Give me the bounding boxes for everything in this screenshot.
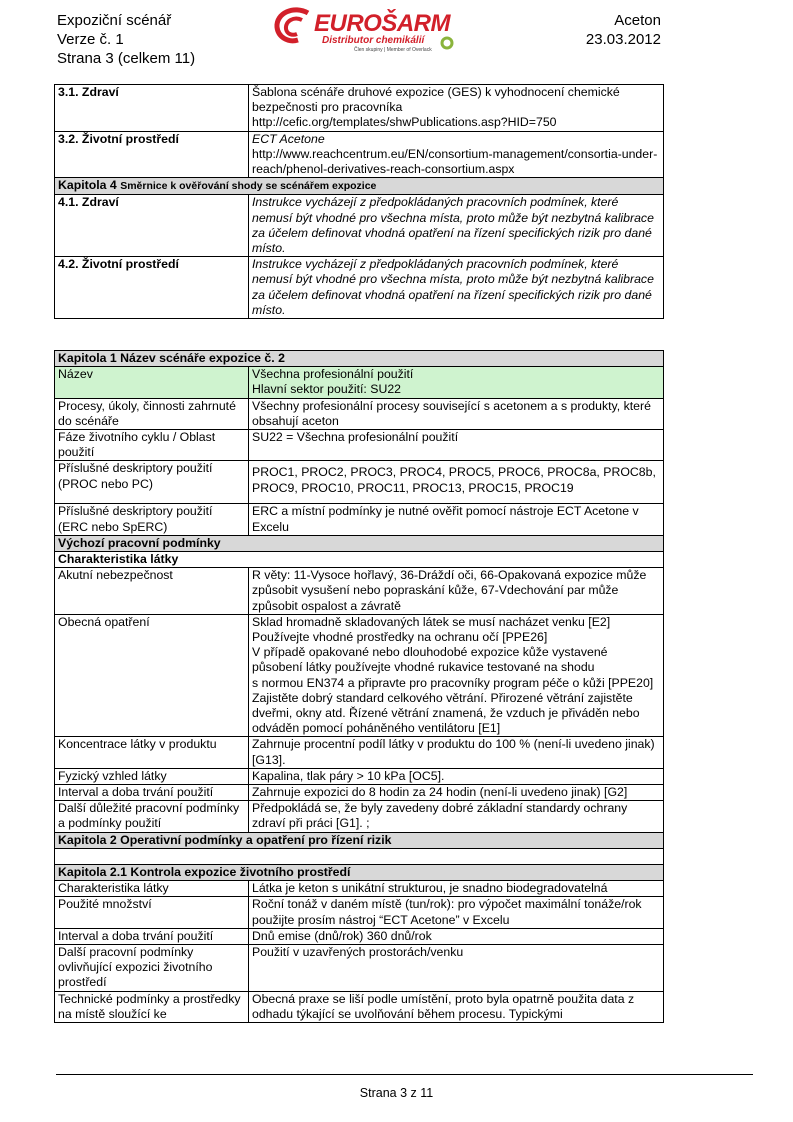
row-label: Interval a doba trvání použití <box>55 785 249 801</box>
row-label: 4.2. Životní prostředí <box>55 257 249 319</box>
table-row <box>55 195 664 257</box>
table-row <box>55 944 664 991</box>
table-row <box>55 737 664 768</box>
row-label: Použité množství <box>55 897 249 928</box>
header-right <box>586 11 661 49</box>
row-label: Příslušné deskriptory použití (PROC nebo PC) <box>55 461 249 504</box>
row-value <box>249 131 664 178</box>
chapter-prefix: Kapitola 4 <box>58 178 117 193</box>
subheading-row <box>55 552 664 568</box>
table-row <box>55 504 664 535</box>
ect-title: ECT Acetone <box>252 131 325 146</box>
table-row <box>55 768 664 784</box>
substance-characteristics-heading: Charakteristika látky <box>55 552 664 568</box>
ect-url: http://www.reachcentrum.eu/EN/consortium-management/consortia-under-reach/phenol-derivatives-reach-consortium.aspx <box>252 146 658 177</box>
row-label: Obecná opatření <box>55 614 249 737</box>
row-value: Všechny profesionální procesy související s acetonem a s produkty, které obsahují aceton <box>249 398 664 429</box>
row-value: SU22 = Všechna profesionální použití <box>249 430 664 461</box>
row-value: Instrukce vycházejí z předpokládaných pracovních podmínek, které nemusí být vhodné pro všechna místa, proto může být nezbytná kalibrace za účelem definovat vhodná opatření na řízení specifických rizik pro dané místo. <box>249 195 664 257</box>
table-row <box>55 785 664 801</box>
table-row <box>55 614 664 737</box>
table-row <box>55 801 664 832</box>
footer-divider <box>56 1074 753 1075</box>
document-title: Expoziční scénář <box>57 12 172 29</box>
row-label: Další důležité pracovní podmínky a podmínky použití <box>55 801 249 832</box>
table-row <box>55 398 664 429</box>
swirl-logo-icon <box>272 7 316 47</box>
empty-cell <box>55 848 664 864</box>
row-value: R věty: 11-Vysoce hořlavý, 36-Dráždí oči, 66-Opakovaná expozice může způsobit vysušení nebo popraskání kůže, 67-Vdechování par může způsobit ospalost a závratě <box>249 568 664 615</box>
chapter2-heading: Kapitola 2 Operativní podmínky a opatření pro řízení rizik <box>55 832 664 848</box>
row-value: Instrukce vycházejí z předpokládaných pracovních podmínek, které nemusí být vhodné pro všechna místa, proto může být nezbytná kalibrace za účelem definovat vhodná opatření na řízení specifických rizik pro dané místo. <box>249 257 664 319</box>
logo-tagline: Distributor chemikálií <box>322 35 425 46</box>
table-row <box>55 881 664 897</box>
table-row <box>55 85 664 132</box>
row-value: Obecná praxe se liší podle umístění, proto byla opatrně použita data z odhadu týkající se uvolňování během procesu. Typickými <box>249 991 664 1022</box>
row-value: Šablona scénáře druhové expozice (GES) k vyhodnocení chemické bezpečnosti pro pracovníka http://cefic.org/templates/shwPublications.asp?HID=750 <box>249 85 664 132</box>
row-label: Technické podmínky a prostředky na místě sloužící ke <box>55 991 249 1022</box>
row-label: Příslušné deskriptory použití (ERC nebo SpERC) <box>55 504 249 535</box>
page-footer: Strana 3 z 11 <box>359 1086 434 1100</box>
logo-wordmark: EUROŠARM <box>314 10 451 37</box>
member-badge-icon <box>440 36 454 50</box>
row-label: Charakteristika látky <box>55 881 249 897</box>
row-label: Procesy, úkoly, činnosti zahrnuté do scénáře <box>55 398 249 429</box>
header-left <box>57 11 195 68</box>
row-value: Použití v uzavřených prostorách/venku <box>249 944 664 991</box>
verification-table <box>54 84 664 319</box>
row-label: Akutní nebezpečnost <box>55 568 249 615</box>
chapter-title: Směrnice k ověřování shody se scénářem expozice <box>120 180 377 193</box>
logo-member-note: Člen skupiny | Member of Overlack <box>354 47 432 53</box>
exposure-scenario-table <box>54 350 664 1023</box>
row-value: Všechna profesionální použití Hlavní sektor použití: SU22 <box>249 367 664 398</box>
row-label: 4.1. Zdraví <box>55 195 249 257</box>
row-label: Další pracovní podmínky ovlivňující expozici životního prostředí <box>55 944 249 991</box>
row-label: 3.2. Životní prostředí <box>55 131 249 178</box>
section-heading-row <box>55 864 664 880</box>
chapter-row <box>55 178 664 195</box>
row-label: Fyzický vzhled látky <box>55 768 249 784</box>
row-label: Fáze životního cyklu / Oblast použití <box>55 430 249 461</box>
document-version: Verze č. 1 <box>57 31 124 48</box>
section-heading-row <box>55 535 664 551</box>
eurosarm-logo <box>272 5 458 55</box>
document-date: 23.03.2012 <box>585 31 661 48</box>
row-value: PROC1, PROC2, PROC3, PROC4, PROC5, PROC6, PROC8a, PROC8b, PROC9, PROC10, PROC11, PROC13, PROC15, PROC19 <box>249 461 664 504</box>
table-row <box>55 991 664 1022</box>
row-value: Látka je keton s unikátní strukturou, je snadno biodegradovatelná <box>249 881 664 897</box>
row-label: Název <box>55 367 249 398</box>
chapter21-heading: Kapitola 2.1 Kontrola expozice životního prostředí <box>55 864 664 880</box>
section-heading-row <box>55 351 664 367</box>
row-value: ERC a místní podmínky je nutné ověřit pomocí nástroje ECT Acetone v Excelu <box>249 504 664 535</box>
row-value: Sklad hromadně skladovaných látek se musí nacházet venku [E2] Používejte vhodné prostředky na ochranu očí [PPE26] V případě opakované nebo dlouhodobé expozice kůže vystavené působení látky používejte vhodné rukavice testované na shodu s normou EN374 a připravte pro pracovníky program péče o kůži [PPE20] Zajistěte dobrý standard celkového větrání. Přirozené větrání zajistěte dveřmi, okny atd. Řízené větrání znamená, že vzduch je přiváděn nebo odváděn pomocí poháněného ventilátoru [E1] <box>249 614 664 737</box>
row-value: Zahrnuje procentní podíl látky v produktu do 100 % (není-li uvedeno jinak) [G13]. <box>249 737 664 768</box>
row-label: 3.1. Zdraví <box>55 85 249 132</box>
table-row <box>55 257 664 319</box>
substance-name: Aceton <box>614 12 661 29</box>
table-row <box>55 131 664 178</box>
row-label: Koncentrace látky v produktu <box>55 737 249 768</box>
table-row <box>55 568 664 615</box>
spacer-row <box>55 848 664 864</box>
row-label: Interval a doba trvání použití <box>55 928 249 944</box>
table-row <box>55 897 664 928</box>
row-value: Zahrnuje expozici do 8 hodin za 24 hodin (není-li uvedeno jinak) [G2] <box>249 785 664 801</box>
row-value: Dnů emise (dnů/rok) 360 dnů/rok <box>249 928 664 944</box>
default-conditions-heading: Výchozí pracovní podmínky <box>55 535 664 551</box>
table-row <box>55 461 664 504</box>
table-row <box>55 367 664 398</box>
table-row <box>55 928 664 944</box>
chapter-heading <box>55 178 664 195</box>
row-value: Předpokládá se, že byly zavedeny dobré základní standardy ochrany zdraví při práci [G1]. ; <box>249 801 664 832</box>
section-heading-row <box>55 832 664 848</box>
row-value: Kapalina, tlak páry > 10 kPa [OC5]. <box>249 768 664 784</box>
row-value: Roční tonáž v daném místě (tun/rok): pro výpočet maximální tonáže/rok použijte prosím nástroj “ECT Acetone” v Excelu <box>249 897 664 928</box>
scenario-title: Kapitola 1 Název scénáře expozice č. 2 <box>55 351 664 367</box>
table-row <box>55 430 664 461</box>
page-counter: Strana 3 (celkem 11) <box>57 50 196 67</box>
